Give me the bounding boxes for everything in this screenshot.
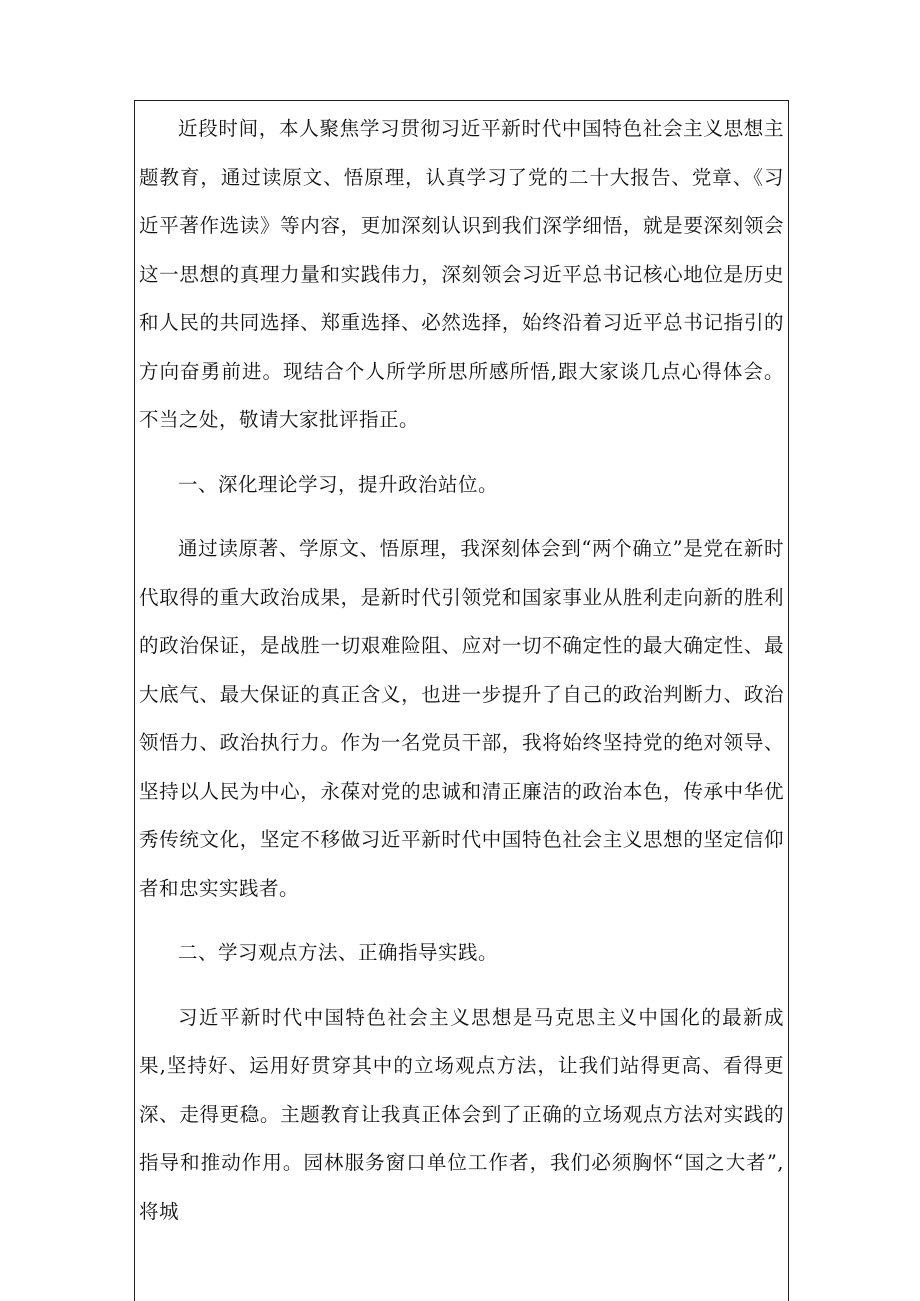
- section-1-paragraph: 通过读原著、学原文、悟原理，我深刻体会到“两个确立”是党在新时代取得的重大政治成果，是新时代引领党和国家事业从胜利走向新的胜利的政治保证，是战胜一切艰难险阻、应对一切不确定性的最大确定性、最大底气、最大保证的真正含义，也进一步提升了自己的政治判断力、政治领悟力、政治执行力。作为一名党员干部，我将始终坚持党的绝对领导、坚持以人民为中心，永葆对党的忠诚和清正廉洁的政治本色，传承中华优秀传统文化，坚定不移做习近平新时代中国特色社会主义思想的坚定信仰者和忠实实践者。: [139, 537, 784, 900]
- section-2-paragraph: 习近平新时代中国特色社会主义思想是马克思主义中国化的最新成果,坚持好、运用好贯穿其中的立场观点方法，让我们站得更高、看得更深、走得更稳。主题教育让我真正体会到了正确的立场观点方法对实践的指导和推动作用。园林服务窗口单位工作者，我们必须胸怀“国之大者”,将城: [139, 1005, 784, 1223]
- document-frame: [134, 100, 789, 1301]
- section-heading-1: 一、深化理论学习，提升政治站位。: [178, 472, 499, 496]
- section-heading-2: 二、学习观点方法、正确指导实践。: [178, 941, 499, 964]
- intro-paragraph: 近段时间，本人聚焦学习贯彻习近平新时代中国特色社会主义思想主题教育，通过读原文、悟原理，认真学习了党的二十大报告、党章、《习近平著作选读》等内容，更加深刻认识到我们深学细悟，就是要深刻领会这一思想的真理力量和实践伟力，深刻领会习近平总书记核心地位是历史和人民的共同选择、郑重选择、必然选择，始终沿着习近平总书记指引的方向奋勇前进。现结合个人所学所思所感所悟,跟大家谈几点心得体会。不当之处，敬请大家批评指正。: [139, 117, 784, 431]
- document-body: [139, 105, 784, 1236]
